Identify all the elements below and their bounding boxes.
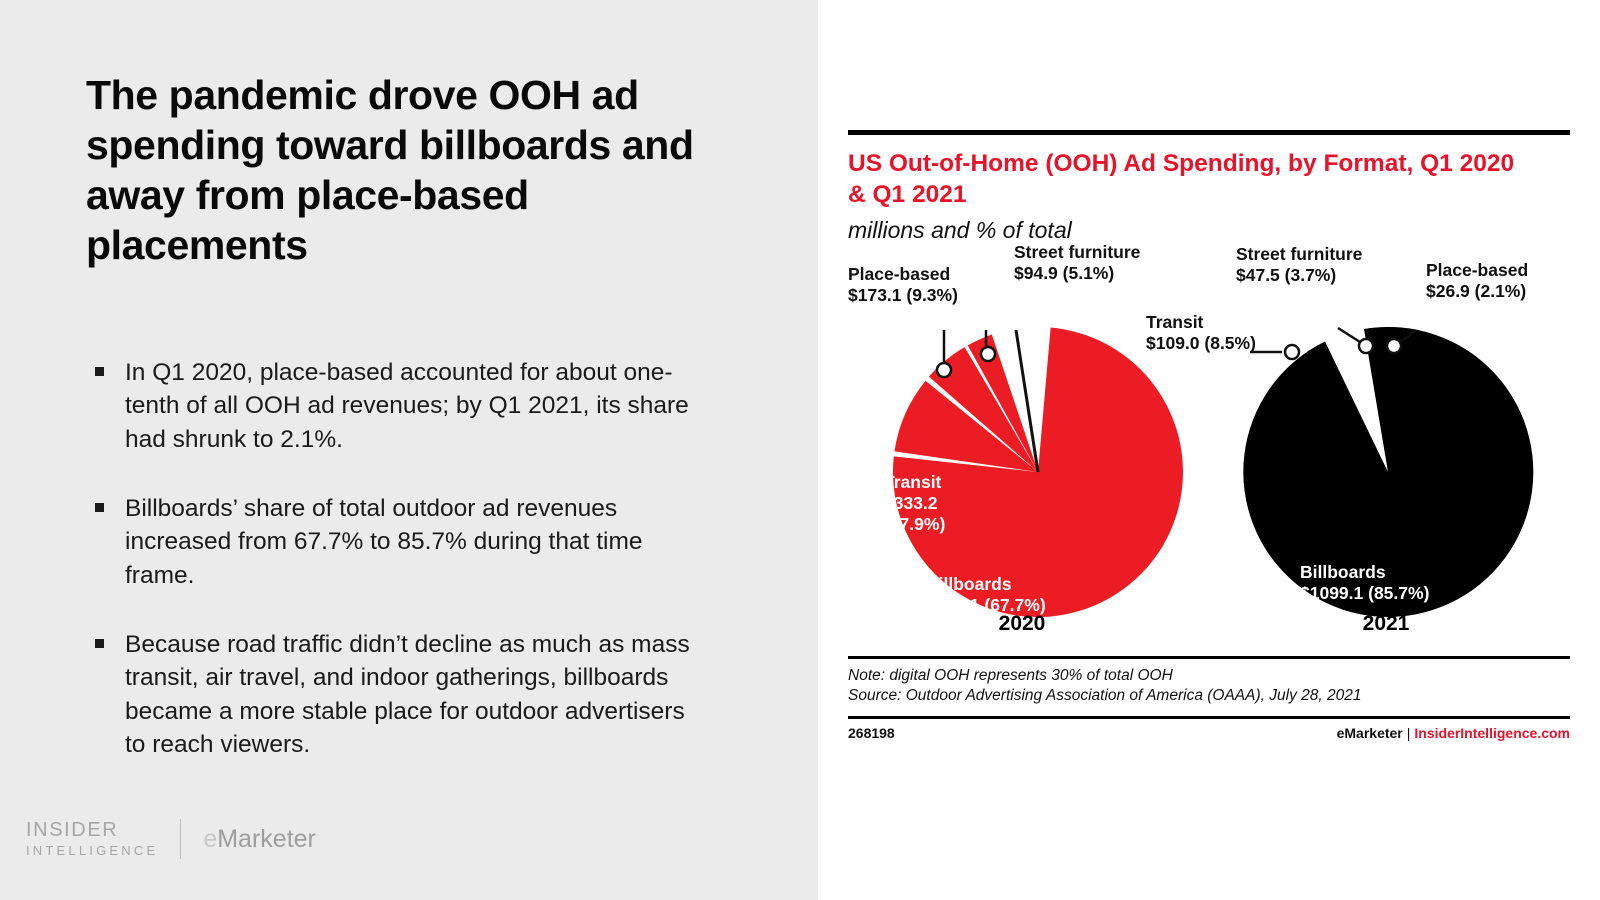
chart-subtitle: millions and % of total (848, 216, 1072, 243)
list-item (86, 356, 706, 456)
chart-footer-bar (848, 716, 1570, 741)
callout-label: Billboards (926, 573, 1012, 594)
brand-logo (26, 816, 316, 862)
leader-dot-transit-2021 (1285, 345, 1299, 359)
footer-separator: | (1406, 724, 1411, 741)
callout-2021-billboards (1300, 562, 1429, 605)
callout-label: Transit (884, 471, 942, 492)
callout-label: Street furniture (1236, 243, 1363, 264)
bullet-square-icon (95, 503, 104, 512)
callout-value: $26.9 (2.1%) (1426, 281, 1527, 302)
callout-label: Place-based (848, 263, 951, 284)
callout-value: $109.0 (8.5%) (1146, 333, 1256, 354)
callout-value: $173.1 (9.3%) (848, 285, 958, 306)
chart-source: Source: Outdoor Advertising Association of America (OAAA), July 28, 2021 (848, 687, 1362, 705)
logo-line-2: INTELLIGENCE (26, 843, 159, 859)
pie-year-label-2021: 2021 (1362, 611, 1410, 635)
leader-dot-street-furniture-2020 (981, 347, 995, 361)
logo-line-1: INSIDER (26, 819, 119, 842)
pie-year-label-2020: 2020 (998, 611, 1046, 635)
emarketer-logo-rest: Marketer (217, 824, 316, 853)
bullet-square-icon (95, 367, 104, 376)
list-item-text: Billboards’ share of total outdoor ad revenues increased from 67.7% to 85.7% during that time frame. (125, 495, 643, 589)
chart-card (848, 130, 1570, 741)
chart-panel (818, 0, 1600, 900)
pie-chart-2020 (866, 324, 1196, 629)
bullet-square-icon (95, 639, 104, 648)
callout-value-2: (17.9%) (884, 514, 946, 535)
leader-dot-place-based-2021 (1387, 339, 1401, 353)
chart-top-rule (848, 130, 1570, 135)
chart-title: US Out-of-Home (OOH) Ad Spending, by Format, Q1 2020 & Q1 2021 (848, 150, 1515, 208)
list-item-text: Because road traffic didn’t decline as much as mass transit, air travel, and indoor gatherings, billboards became a more stable place for outdoor advertisers to reach viewers. (125, 630, 690, 758)
callout-label: Billboards (1300, 561, 1386, 582)
callout-label: Street furniture (1014, 241, 1141, 262)
callout-value: $47.5 (3.7%) (1236, 265, 1337, 286)
callout-value: $333.2 (884, 493, 938, 514)
callout-2020-place-based (848, 264, 958, 307)
insider-intelligence-logo (26, 818, 158, 859)
callout-label: Place-based (1426, 259, 1529, 280)
callout-2021-street-furniture (1236, 244, 1362, 287)
footer-brand-name: eMarketer (1336, 724, 1403, 741)
footer-site-link[interactable]: InsiderIntelligence.com (1414, 724, 1570, 741)
leader-dot-street-furniture-2021 (1359, 339, 1373, 353)
callout-value: 1260.1 (67.7%) (926, 595, 1046, 616)
callout-label: Transit (1146, 311, 1204, 332)
chart-note: Note: digital OOH represents 30% of total OOH (848, 666, 1173, 684)
callout-2020-transit (884, 472, 945, 536)
list-item (86, 628, 706, 761)
chart-plot-area (848, 241, 1570, 652)
emarketer-logo (203, 825, 316, 854)
bullet-list (86, 356, 706, 761)
callout-2021-place-based (1426, 260, 1528, 303)
emarketer-logo-e: e (203, 824, 218, 853)
footer-brand (1337, 725, 1570, 741)
list-item (86, 492, 706, 592)
callout-value: $1099.1 (85.7%) (1300, 583, 1430, 604)
logo-divider (180, 819, 181, 859)
chart-footnotes (848, 656, 1570, 707)
callout-2020-street-furniture (1014, 242, 1140, 285)
leader-dot-place-based-2020 (937, 363, 951, 377)
page-title: The pandemic drove OOH ad spending toward billboards and away from place-based placements (86, 72, 694, 269)
pie-chart-2021 (1230, 324, 1560, 629)
chart-id: 268198 (848, 724, 895, 741)
list-item-text: In Q1 2020, place-based accounted for about one-tenth of all OOH ad revenues; by Q1 2021, its share had shrunk to 2.1%. (125, 359, 689, 453)
callout-value: $94.9 (5.1%) (1014, 263, 1115, 284)
callout-2020-billboards (926, 574, 1046, 617)
